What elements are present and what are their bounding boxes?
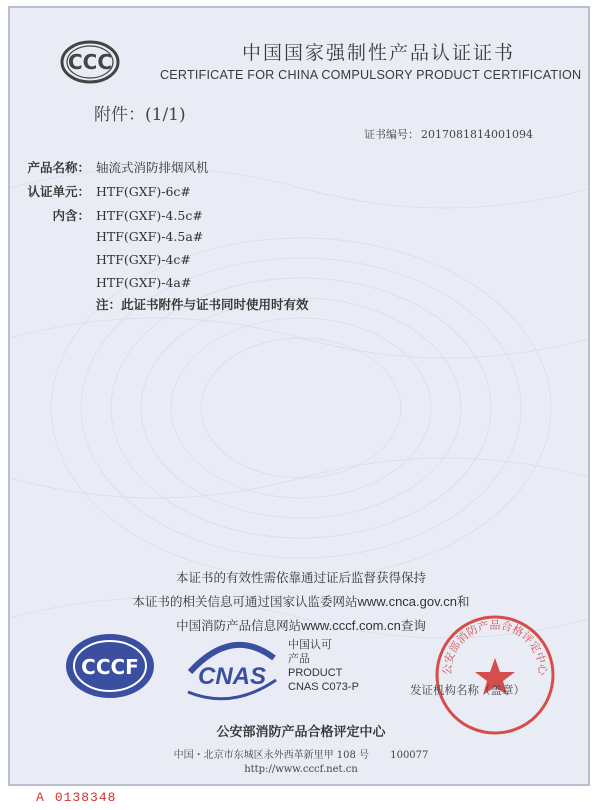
organization-address: [10, 746, 590, 761]
svg-text:CCC: CCC: [67, 50, 113, 74]
product-row: [10, 158, 209, 176]
organization-name: 公安部消防产品合格评定中心: [216, 725, 386, 740]
validity-line-2-text: 本证书的相关信息可通过国家认监委网站: [132, 594, 358, 609]
product-value: 轴流式消防排烟风机: [96, 160, 209, 175]
unit-label: 认证单元：: [27, 184, 90, 199]
validity-line-1: 本证书的有效性需依靠通过证后监督获得保持: [175, 570, 426, 585]
contents-row: [90, 275, 191, 290]
certificate-sheet: [8, 6, 590, 786]
accreditation-line: 产品: [288, 652, 310, 665]
validity-note: 注：此证书附件与证书同时使用时有效: [96, 297, 309, 312]
serial-value: 0138348: [54, 790, 117, 805]
contents-row: [90, 252, 191, 267]
cccf-logo-icon: [64, 632, 156, 700]
validity-line-3-text: 中国消防产品信息网站: [176, 618, 302, 633]
contents-item: HTF(GXF)-4.5c#: [96, 208, 203, 223]
accreditation-text: [288, 638, 359, 694]
validity-line-3-suffix: 查询: [400, 618, 426, 633]
address-text: 中国・北京市东城区永外西革新里甲 108 号: [173, 750, 370, 761]
annex-label: 附件：(1/1): [94, 105, 186, 125]
svg-text:CCCF: CCCF: [81, 655, 139, 679]
contents-row: [10, 206, 203, 224]
title-english: CERTIFICATE FOR CHINA COMPULSORY PRODUCT CERTIFICATION: [160, 68, 582, 82]
contents-row: [90, 229, 203, 244]
unit-value: HTF(GXF)-6c#: [96, 184, 191, 199]
certificate-number-value: 2017081814001094: [421, 128, 533, 141]
accreditation-line: PRODUCT: [288, 667, 343, 679]
cccf-link[interactable]: www.cccf.com.cn: [301, 618, 401, 633]
cnas-logo-icon: [182, 632, 282, 702]
certificate-number: [362, 126, 533, 142]
contents-item: HTF(GXF)-4a#: [96, 275, 192, 290]
validity-line-2: [10, 592, 590, 610]
issuer-label: 发证机构名称（盖章）: [410, 683, 525, 697]
validity-line-2-suffix: 和: [456, 594, 470, 609]
contents-item: HTF(GXF)-4.5a#: [96, 229, 204, 244]
serial-number: [36, 790, 116, 805]
serial-prefix: A: [36, 790, 45, 805]
accreditation-line: CNAS C073-P: [288, 681, 359, 693]
contents-label: 内含：: [52, 208, 90, 223]
contents-item: HTF(GXF)-4c#: [96, 252, 191, 267]
product-label: 产品名称：: [27, 160, 90, 175]
certificate-number-label: 证书编号：: [364, 128, 419, 141]
title-chinese: 中国国家强制性产品认证证书: [242, 42, 516, 64]
unit-row: [10, 182, 191, 200]
cnca-link[interactable]: www.cnca.gov.cn: [357, 594, 457, 609]
postcode: 100077: [390, 750, 429, 761]
svg-text:公安部消防产品合格评定中心: 公安部消防产品合格评定中心: [440, 618, 550, 676]
organization-website[interactable]: http://www.cccf.net.cn: [244, 764, 358, 775]
ccc-logo-icon: [60, 40, 120, 84]
accreditation-line: 中国认可: [288, 638, 332, 651]
svg-text:CNAS: CNAS: [197, 663, 267, 690]
